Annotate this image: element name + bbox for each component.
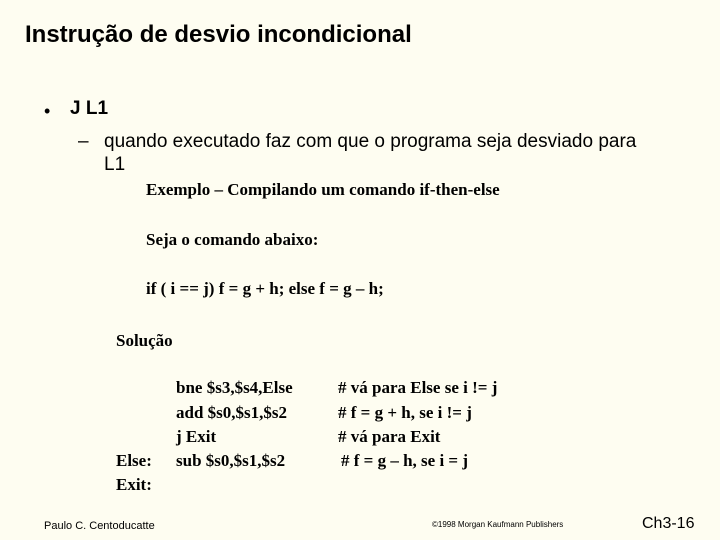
- code-comment: # vá para Else se i != j: [338, 378, 498, 397]
- code-comment: # vá para Exit: [338, 427, 441, 446]
- code-instruction: j Exit: [176, 427, 217, 446]
- footer-author: Paulo C. Centoducatte: [44, 520, 155, 532]
- code-label-exit: Exit:: [116, 475, 152, 494]
- code-label-else: Else:: [116, 451, 152, 470]
- code-instruction: add $s0,$s1,$s2: [176, 403, 288, 422]
- intro-text: Seja o comando abaixo:: [146, 230, 319, 249]
- example-heading: Exemplo – Compilando um comando if-then-else: [146, 180, 500, 199]
- footer-copyright: ©1998 Morgan Kaufmann Publishers: [432, 520, 564, 529]
- slide-title: Instrução de desvio incondicional: [25, 21, 412, 48]
- sub-bullet-line-1: quando executado faz com que o programa seja desviado para: [104, 131, 637, 152]
- code-comment: # f = g – h, se i = j: [341, 451, 469, 470]
- bullet-marker: •: [44, 101, 51, 121]
- page-number: Ch3-16: [642, 515, 695, 532]
- solution-label: Solução: [116, 331, 173, 350]
- sub-bullet-marker: –: [78, 131, 89, 152]
- code-instruction: sub $s0,$s1,$s2: [176, 451, 286, 470]
- sub-bullet-line-2: L1: [104, 154, 126, 175]
- bullet-text: J L1: [70, 98, 109, 119]
- code-comment: # f = g + h, se i != j: [338, 403, 472, 422]
- code-instruction: bne $s3,$s4,Else: [176, 378, 293, 397]
- if-statement: if ( i == j) f = g + h; else f = g – h;: [146, 279, 384, 298]
